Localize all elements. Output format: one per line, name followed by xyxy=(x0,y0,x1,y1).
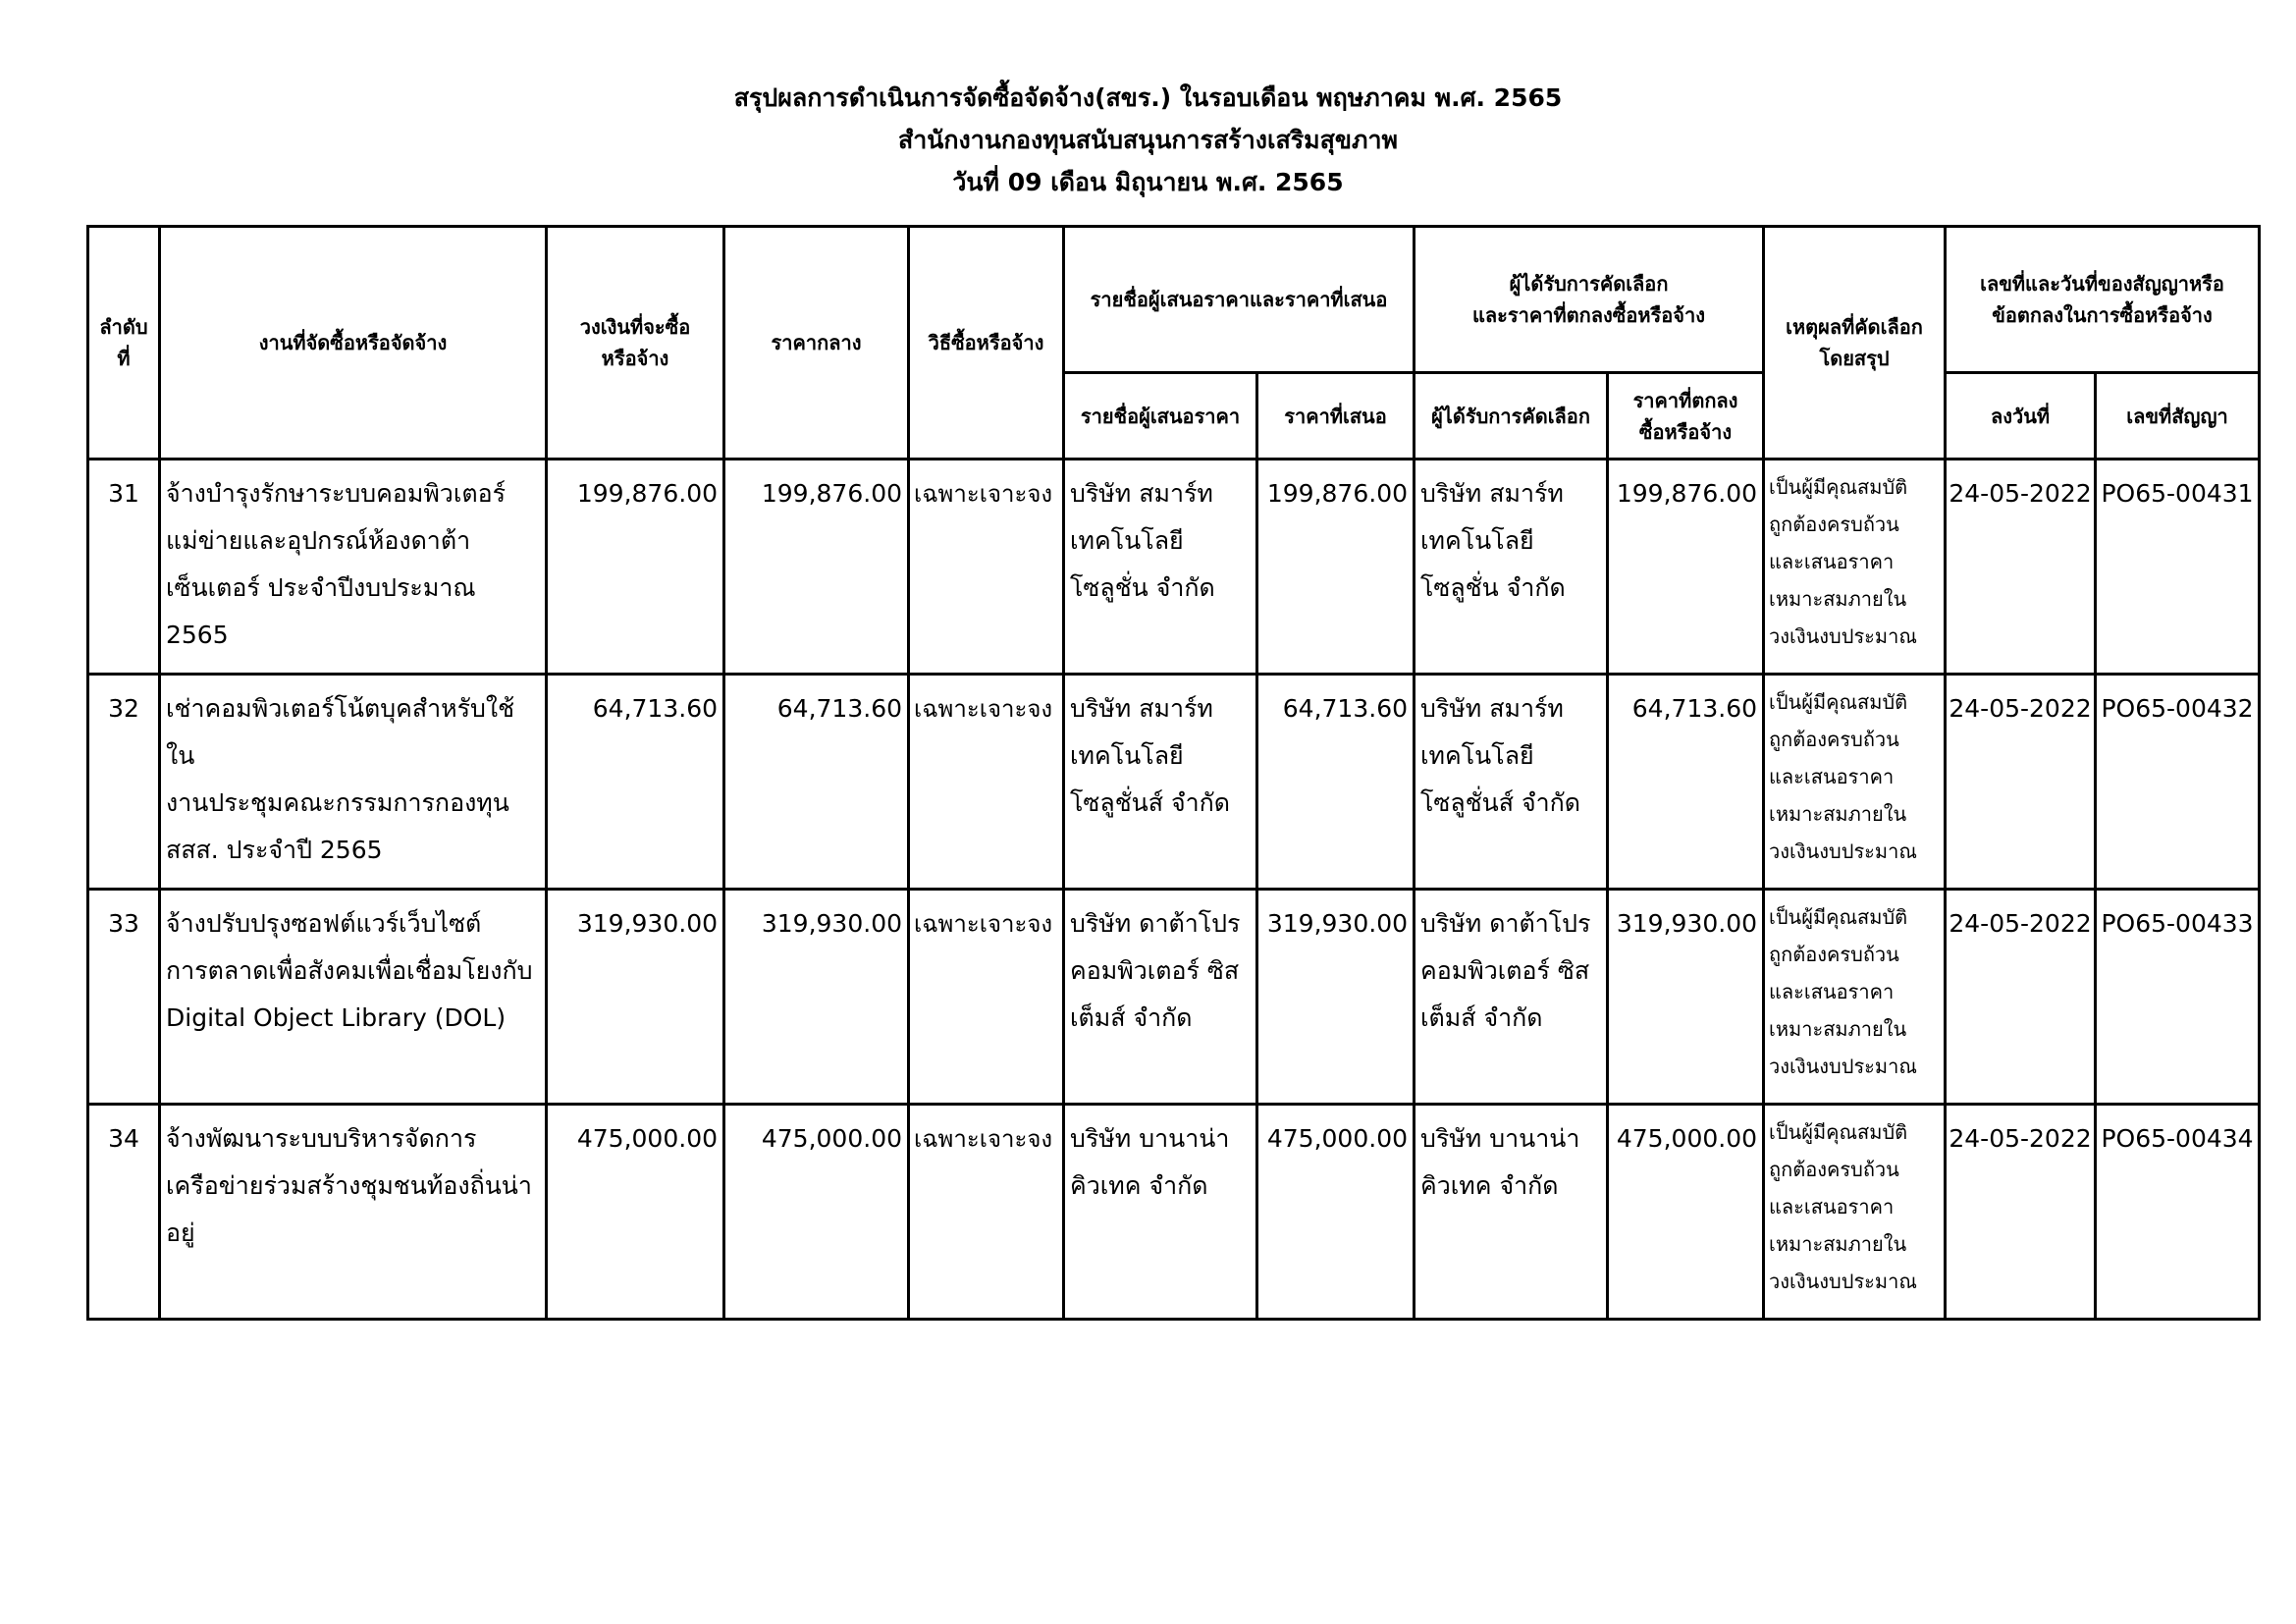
table-row xyxy=(88,1105,2260,1320)
cell-agreed-price: 64,713.60 xyxy=(1608,675,1764,890)
cell-date: 24-05-2022 xyxy=(1946,675,2096,890)
header-no: ลำดับ ที่ xyxy=(88,227,160,460)
header-agreed-price: ราคาที่ตกลง ซื้อหรือจ้าง xyxy=(1608,373,1764,460)
agency-name: สำนักงานกองทุนสนับสนุนการสร้างเสริมสุขภาพ xyxy=(897,126,1399,154)
cell-contract-no: PO65-00434 xyxy=(2096,1105,2260,1320)
header-bidder-name: รายชื่อผู้เสนอราคา xyxy=(1064,373,1257,460)
cell-no: 33 xyxy=(88,890,160,1105)
cell-selected: บริษัท ดาต้าโปร คอมพิวเตอร์ ซิส เต็มส์ จำกัด xyxy=(1415,890,1608,1105)
cell-bidder: บริษัท บานาน่า คิวเทค จำกัด xyxy=(1064,1105,1257,1320)
header-method: วิธีซื้อหรือจ้าง xyxy=(909,227,1064,460)
report-title: สรุปผลการดำเนินการจัดซื้อจัดจ้าง(สขร.) ในรอบเดือน พฤษภาคม พ.ศ. 2565 xyxy=(733,83,1563,112)
header-date: ลงวันที่ xyxy=(1946,373,2096,460)
header-median-price: ราคากลาง xyxy=(724,227,909,460)
cell-selected: บริษัท สมาร์ท เทคโนโลยี โซลูชั่นส์ จำกัด xyxy=(1415,675,1608,890)
cell-bidder: บริษัท ดาต้าโปร คอมพิวเตอร์ ซิส เต็มส์ จำกัด xyxy=(1064,890,1257,1105)
cell-budget: 319,930.00 xyxy=(547,890,724,1105)
header-contract-no: เลขที่สัญญา xyxy=(2096,373,2260,460)
cell-bid-price: 475,000.00 xyxy=(1257,1105,1415,1320)
cell-work: จ้างพัฒนาระบบบริหารจัดการ เครือข่ายร่วมสร้างชุมชนท้องถิ่นน่าอยู่ xyxy=(160,1105,547,1320)
cell-reason: เป็นผู้มีคุณสมบัติ ถูกต้องครบถ้วน และเสนอราคา เหมาะสมภายใน วงเงินงบประมาณ xyxy=(1764,890,1946,1105)
header-row-1 xyxy=(88,227,2260,373)
cell-no: 31 xyxy=(88,460,160,675)
table-row xyxy=(88,890,2260,1105)
cell-no: 34 xyxy=(88,1105,160,1320)
cell-budget: 199,876.00 xyxy=(547,460,724,675)
cell-bidder: บริษัท สมาร์ท เทคโนโลยี โซลูชั่นส์ จำกัด xyxy=(1064,675,1257,890)
cell-work: เช่าคอมพิวเตอร์โน้ตบุคสำหรับใช้ใน งานประชุมคณะกรรมการกองทุน สสส. ประจำปี 2565 xyxy=(160,675,547,890)
header-work: งานที่จัดซื้อหรือจัดจ้าง xyxy=(160,227,547,460)
cell-date: 24-05-2022 xyxy=(1946,460,2096,675)
cell-date: 24-05-2022 xyxy=(1946,1105,2096,1320)
table-row xyxy=(88,460,2260,675)
cell-reason: เป็นผู้มีคุณสมบัติ ถูกต้องครบถ้วน และเสนอราคา เหมาะสมภายใน วงเงินงบประมาณ xyxy=(1764,675,1946,890)
cell-agreed-price: 319,930.00 xyxy=(1608,890,1764,1105)
header-reason: เหตุผลที่คัดเลือก โดยสรุป xyxy=(1764,227,1946,460)
header-bidders-group: รายชื่อผู้เสนอราคาและราคาที่เสนอ xyxy=(1064,227,1415,373)
cell-budget: 64,713.60 xyxy=(547,675,724,890)
cell-median-price: 319,930.00 xyxy=(724,890,909,1105)
cell-method: เฉพาะเจาะจง xyxy=(909,1105,1064,1320)
cell-median-price: 64,713.60 xyxy=(724,675,909,890)
cell-agreed-price: 199,876.00 xyxy=(1608,460,1764,675)
header-selected-name: ผู้ได้รับการคัดเลือก xyxy=(1415,373,1608,460)
cell-bid-price: 64,713.60 xyxy=(1257,675,1415,890)
cell-no: 32 xyxy=(88,675,160,890)
cell-selected: บริษัท สมาร์ท เทคโนโลยี โซลูชั่น จำกัด xyxy=(1415,460,1608,675)
cell-method: เฉพาะเจาะจง xyxy=(909,675,1064,890)
cell-work: จ้างบำรุงรักษาระบบคอมพิวเตอร์ แม่ข่ายและอุปกรณ์ห้องดาต้า เซ็นเตอร์ ประจำปีงบประมาณ 2565 xyxy=(160,460,547,675)
cell-contract-no: PO65-00432 xyxy=(2096,675,2260,890)
cell-bid-price: 319,930.00 xyxy=(1257,890,1415,1105)
header-selected-group: ผู้ได้รับการคัดเลือก และราคาที่ตกลงซื้อหรือจ้าง xyxy=(1415,227,1764,373)
cell-median-price: 199,876.00 xyxy=(724,460,909,675)
cell-selected: บริษัท บานาน่า คิวเทค จำกัด xyxy=(1415,1105,1608,1320)
cell-bid-price: 199,876.00 xyxy=(1257,460,1415,675)
header-contract-group: เลขที่และวันที่ของสัญญาหรือ ข้อตกลงในการซื้อหรือจ้าง xyxy=(1946,227,2260,373)
report-date: วันที่ 09 เดือน มิถุนายน พ.ศ. 2565 xyxy=(952,168,1344,196)
cell-date: 24-05-2022 xyxy=(1946,890,2096,1105)
cell-budget: 475,000.00 xyxy=(547,1105,724,1320)
cell-reason: เป็นผู้มีคุณสมบัติ ถูกต้องครบถ้วน และเสนอราคา เหมาะสมภายใน วงเงินงบประมาณ xyxy=(1764,1105,1946,1320)
cell-median-price: 475,000.00 xyxy=(724,1105,909,1320)
cell-work: จ้างปรับปรุงซอฟต์แวร์เว็บไซต์ การตลาดเพื่อสังคมเพื่อเชื่อมโยงกับ Digital Object Library (DOL) xyxy=(160,890,547,1105)
cell-method: เฉพาะเจาะจง xyxy=(909,460,1064,675)
table-row xyxy=(88,675,2260,890)
procurement-table xyxy=(86,225,2261,1321)
cell-contract-no: PO65-00433 xyxy=(2096,890,2260,1105)
document-titles xyxy=(0,77,2296,203)
cell-method: เฉพาะเจาะจง xyxy=(909,890,1064,1105)
header-budget: วงเงินที่จะซื้อ หรือจ้าง xyxy=(547,227,724,460)
header-bid-price: ราคาที่เสนอ xyxy=(1257,373,1415,460)
cell-agreed-price: 475,000.00 xyxy=(1608,1105,1764,1320)
cell-contract-no: PO65-00431 xyxy=(2096,460,2260,675)
cell-bidder: บริษัท สมาร์ท เทคโนโลยี โซลูชั่น จำกัด xyxy=(1064,460,1257,675)
cell-reason: เป็นผู้มีคุณสมบัติ ถูกต้องครบถ้วน และเสนอราคา เหมาะสมภายใน วงเงินงบประมาณ xyxy=(1764,460,1946,675)
